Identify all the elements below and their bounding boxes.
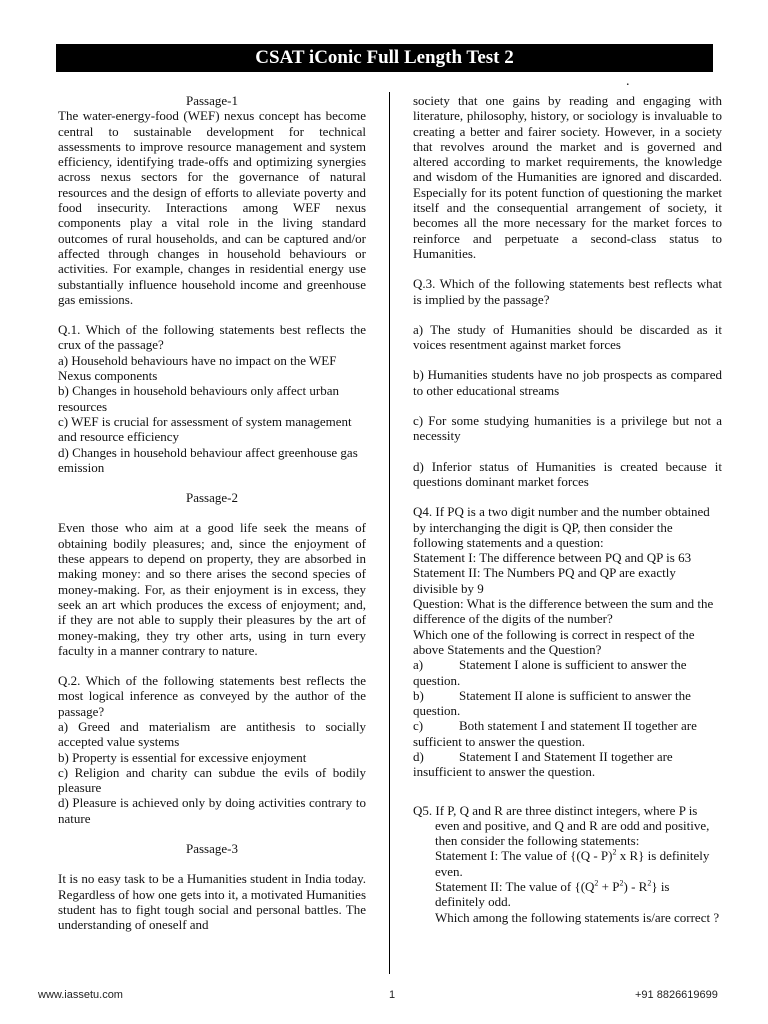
- q1-option-c: c) WEF is crucial for assessment of system management and resource efficiency: [58, 413, 352, 445]
- option-label: a): [413, 657, 424, 673]
- question-4: Q4. If PQ is a two digit number and the number obtained by interchanging the digit is QP, then consider the following statements and a question:: [413, 504, 710, 550]
- q3-option-b: b) Humanities students have no job prospects as compared to other educational streams: [413, 367, 722, 398]
- q4-statement-2: Statement II: The Numbers PQ and QP are exactly divisible by 9: [413, 565, 676, 596]
- q2-option-d: d) Pleasure is achieved only by doing activities contrary to nature: [58, 795, 366, 826]
- passage-1-heading: Passage-1: [186, 93, 238, 108]
- footer-website: www.iassetu.com: [38, 989, 123, 1001]
- q4-statement-1: Statement I: The difference between PQ and QP is 63: [413, 550, 692, 566]
- q4-question: Question: What is the difference between the sum and the difference of the digits of the number?: [413, 596, 714, 627]
- q4-option-b-cont: question.: [413, 703, 461, 719]
- q4-option-c: [413, 718, 722, 733]
- q4-option-a: [413, 657, 722, 672]
- option-text: Both statement I and statement II together are: [459, 718, 697, 734]
- question-2: Q.2. Which of the following statements best reflects the most logical inference as conveyed by the author of the passage?: [58, 673, 366, 719]
- option-label: d): [413, 748, 424, 764]
- passage-2-heading: Passage-2: [186, 490, 238, 506]
- q4-option-c-cont: sufficient to answer the question.: [413, 733, 585, 749]
- q4-option-b: [413, 688, 722, 703]
- footer-phone: +91 8826619699: [635, 989, 718, 1001]
- q1-option-d: d) Changes in household behaviour affect greenhouse gas emission: [58, 444, 358, 475]
- footer-page-number: 1: [389, 989, 396, 1001]
- q2-option-b: b) Property is essential for excessive enjoyment: [58, 749, 307, 765]
- q3-option-c: c) For some studying humanities is a privilege but not a necessity: [413, 413, 722, 444]
- page-title: CSAT iConic Full Length Test 2: [56, 44, 713, 72]
- q4-option-a-cont: question.: [413, 672, 461, 688]
- q2-option-a: a) Greed and materialism are antithesis to socially accepted value systems: [58, 718, 366, 750]
- option-label: b): [413, 687, 424, 703]
- q5-ask: Which among the following statements is/are correct ?: [435, 909, 720, 925]
- q3-option-a: a) The study of Humanities should be discarded as it voices resentment against market forces: [413, 321, 722, 353]
- passage-3-heading: Passage-3: [186, 841, 238, 857]
- question-3: Q.3. Which of the following statements best reflects what is implied by the passage?: [413, 276, 722, 307]
- option-text: Statement I and Statement II together are: [459, 748, 673, 764]
- question-5: Q5. If P, Q and R are three distinct integers, where P is even and positive, and Q and R are odd and positive, then consider the following statements:: [413, 802, 710, 849]
- question-1: Q.1. Which of the following statements best reflects the crux of the passage?: [58, 322, 366, 353]
- q5-statement-1: Statement I: The value of {(Q - P)$^2$ x R} is definitely even.: [435, 848, 710, 879]
- q2-option-c: c) Religion and charity can subdue the evils of bodily pleasure: [58, 764, 366, 796]
- right-column: [413, 93, 722, 925]
- passage-2-text: Even those who aim at a good life seek the means of obtaining bodily pleasures; and, since the enjoyment of these appears to depend on property, they are absorbed in making money: and so there arises the second species of money-making. For, as their enjoyment is in excess, they seek an art which produces the excess of enjoyment; and, if they are not able to supply their pleasures by the art of money-making, they try other arts, using in turn every faculty in a manner contrary to nature.: [58, 520, 366, 658]
- q3-option-d: d) Inferior status of Humanities is created because it questions dominant market forces: [413, 458, 722, 489]
- passage-1-text: The water-energy-food (WEF) nexus concept has become central to sustainable development for technical assessments to improve resource management and system efficiency, identifying trade-offs and optimizing synergies across nexus sectors for the governance of natural resources and the design of efforts to alleviate poverty and food insecurity. Interactions among WEF nexus components play a vital role in the living standard outcomes of rural households, and can be captured and/or affected through changes in household behaviours or activities. For example, changes in residential energy use substantially influence household income and greenhouse gas emissions.: [58, 108, 366, 307]
- option-text: Statement II alone is sufficient to answer the: [459, 687, 691, 703]
- stray-dot: .: [626, 74, 630, 89]
- passage-3-text-continued: society that one gains by reading and engaging with literature, philosophy, history, or sociology is invaluable to creating a better and fairer society. However, in a society that revolves around the market and is governed and altered according to market requirements, the knowledge and wisdom of the Humanities are ignored and discarded. Especially for its potent function of questioning the market itself and the consequential arrangement of society, it becomes all the more necessary for the market forces to reinforce and perpetuate a second-class status to Humanities.: [413, 93, 722, 261]
- column-divider: [389, 92, 390, 974]
- passage-3-text-start: It is no easy task to be a Humanities student in India today. Regardless of how one gets into it, a motivated Humanities student has to fight tough social and personal battles. The understanding of oneself and: [58, 871, 366, 933]
- q4-option-d-cont: insufficient to answer the question.: [413, 764, 596, 780]
- q5-statement-2: Statement II: The value of $\{(Q^2 + P^2) - R^2\}$ is definitely odd.: [435, 878, 670, 910]
- q4-instruction: Which one of the following is correct in respect of the above Statements and the Question?: [413, 626, 695, 657]
- option-label: c): [413, 718, 424, 734]
- q4-option-d: [413, 749, 722, 764]
- left-column: [58, 93, 366, 933]
- option-text: Statement I alone is sufficient to answer the: [459, 657, 687, 673]
- q1-option-a: a) Household behaviours have no impact on the WEF Nexus components: [58, 352, 337, 384]
- q1-option-b: b) Changes in household behaviours only affect urban resources: [58, 383, 339, 414]
